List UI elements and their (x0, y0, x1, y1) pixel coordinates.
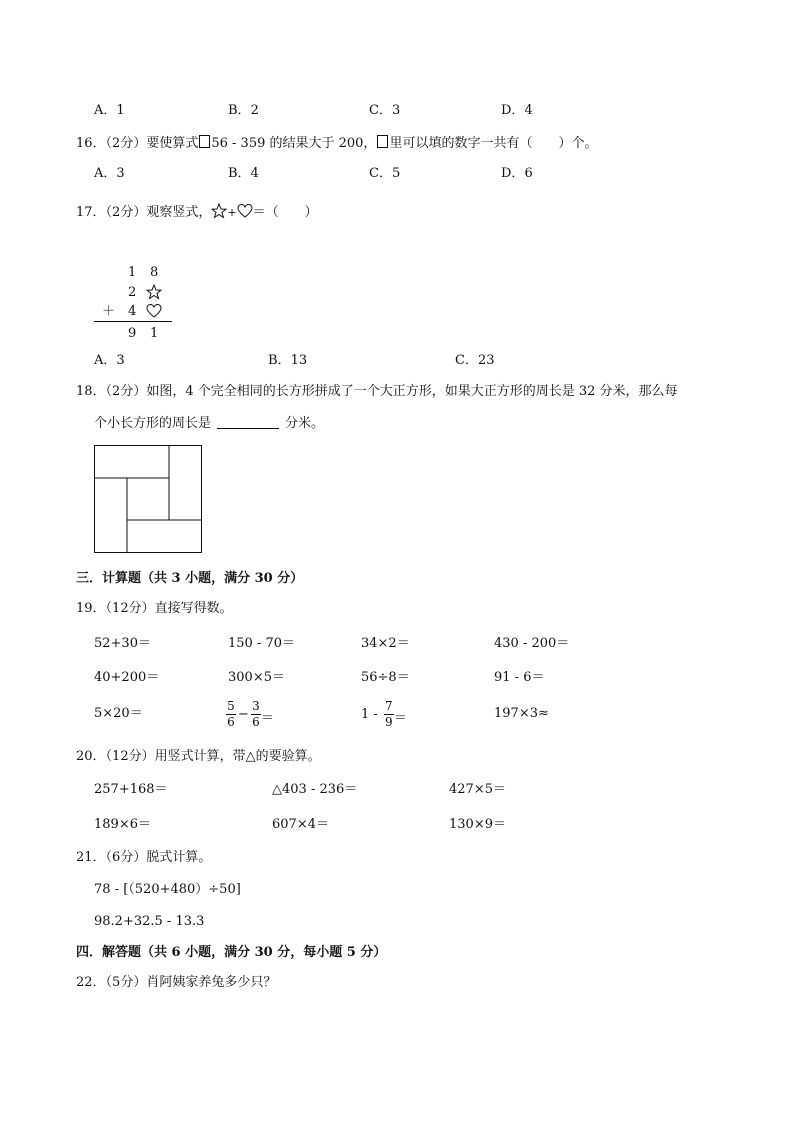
calc-item: 150 - 70＝ (228, 636, 296, 651)
digit: 1 (128, 265, 137, 280)
calc-item: 130×9＝ (449, 817, 506, 832)
q20-stem: 20．（12分）用竖式计算，带△的要验算。 (76, 749, 321, 764)
fraction: $\frac{5}{6}$ (227, 699, 235, 729)
calc-item: 40+200＝ (94, 670, 160, 685)
calc-item: 98.2+32.5 - 13.3 (94, 914, 205, 929)
fraction-calc: $\frac{5}{6}$ − $\frac{3}{6}$ ＝ (227, 699, 274, 729)
calc-item: 430 - 200＝ (494, 636, 570, 651)
question-number: 21． (76, 850, 106, 865)
calc-item: 300×5＝ (228, 670, 285, 685)
calc-item: 197×3≈ (494, 706, 549, 721)
blank-box-icon (199, 135, 210, 148)
q16-option-a: A．3 (94, 166, 125, 181)
q15-option-d: D．4 (501, 103, 533, 118)
sum-line (94, 321, 172, 322)
score: （5分） (105, 975, 147, 990)
answer-blank[interactable] (217, 428, 279, 429)
score: （2分） (105, 384, 147, 399)
score: （2分） (105, 205, 147, 220)
score: （12分） (105, 601, 155, 616)
score: （6分） (105, 850, 147, 865)
calc-item: 427×5＝ (449, 782, 506, 797)
q17-option-c: C．23 (455, 353, 495, 368)
digit: 4 (128, 304, 137, 319)
digit: 1 (150, 326, 159, 341)
q17-option-a: A．3 (94, 353, 125, 368)
q17-option-b: B．13 (268, 353, 308, 368)
calc-item: 56÷8＝ (361, 670, 410, 685)
digit: 2 (128, 285, 137, 300)
q15-option-c: C．3 (369, 103, 401, 118)
q18-stem: 18．（2分）如图，4 个完全相同的长方形拼成了一个大正方形，如果大正方形的周长是 32 分米，那么每 (76, 384, 678, 399)
section-title: 三．计算题（共 3 小题，满分 30 分） (76, 571, 304, 586)
question-number: 17． (76, 205, 106, 220)
q16-option-b: B．4 (228, 166, 259, 181)
score: （12分） (105, 749, 155, 764)
calc-item: 34×2＝ (361, 636, 410, 651)
calc-item: 257+168＝ (94, 782, 168, 797)
plus-sign: ＋ (102, 304, 116, 319)
fraction-calc: 1 - $\frac{7}{9}$ ＝ (361, 699, 407, 729)
heart-icon (146, 303, 162, 322)
calc-item: 189×6＝ (94, 817, 151, 832)
calc-item: 5×20＝ (94, 706, 143, 721)
q16-option-c: C．5 (369, 166, 401, 181)
calc-item: 78 - [（520+480）÷50] (94, 882, 241, 897)
calc-item: 607×4＝ (272, 817, 329, 832)
rectangles-square-figure (94, 445, 203, 554)
q21-stem: 21．（6分）脱式计算。 (76, 850, 212, 865)
score: （2分） (105, 136, 147, 151)
question-number: 22． (76, 975, 106, 990)
heart-icon (237, 203, 253, 222)
calc-item: 91 - 6＝ (494, 670, 545, 685)
star-icon (211, 203, 227, 222)
q15-option-b: B．2 (228, 103, 259, 118)
question-number: 18． (76, 384, 106, 399)
digit: 9 (128, 326, 137, 341)
calc-item: 52+30＝ (94, 636, 151, 651)
q16-stem: 16．（2分）要使算式 56 - 359 的结果大于 200， 里可以填的数字一共有（ ）个。 (76, 136, 598, 151)
fraction: $\frac{3}{6}$ (252, 699, 260, 729)
question-number: 16． (76, 136, 106, 151)
big-square (95, 446, 202, 553)
q22-stem: 22．（5分）肖阿姨家养兔多少只？ (76, 975, 277, 990)
q15-option-a: A．1 (94, 103, 125, 118)
q16-option-d: D．6 (501, 166, 533, 181)
q19-stem: 19．（12分）直接写得数。 (76, 601, 233, 616)
calc-item: △403 - 236＝ (272, 782, 358, 797)
q18-stem-cont: 个小长方形的周长是 分米。 (94, 416, 325, 431)
star-icon (146, 284, 162, 303)
q17-stem: 17．（2分）观察竖式， + ＝（ ） (76, 205, 318, 220)
fraction: $\frac{7}{9}$ (384, 699, 393, 729)
digit: 8 (150, 265, 159, 280)
section-title: 四．解答题（共 6 小题，满分 30 分，每小题 5 分） (76, 945, 387, 960)
question-number: 20． (76, 749, 106, 764)
question-number: 19． (76, 601, 106, 616)
blank-box-icon (377, 135, 388, 148)
